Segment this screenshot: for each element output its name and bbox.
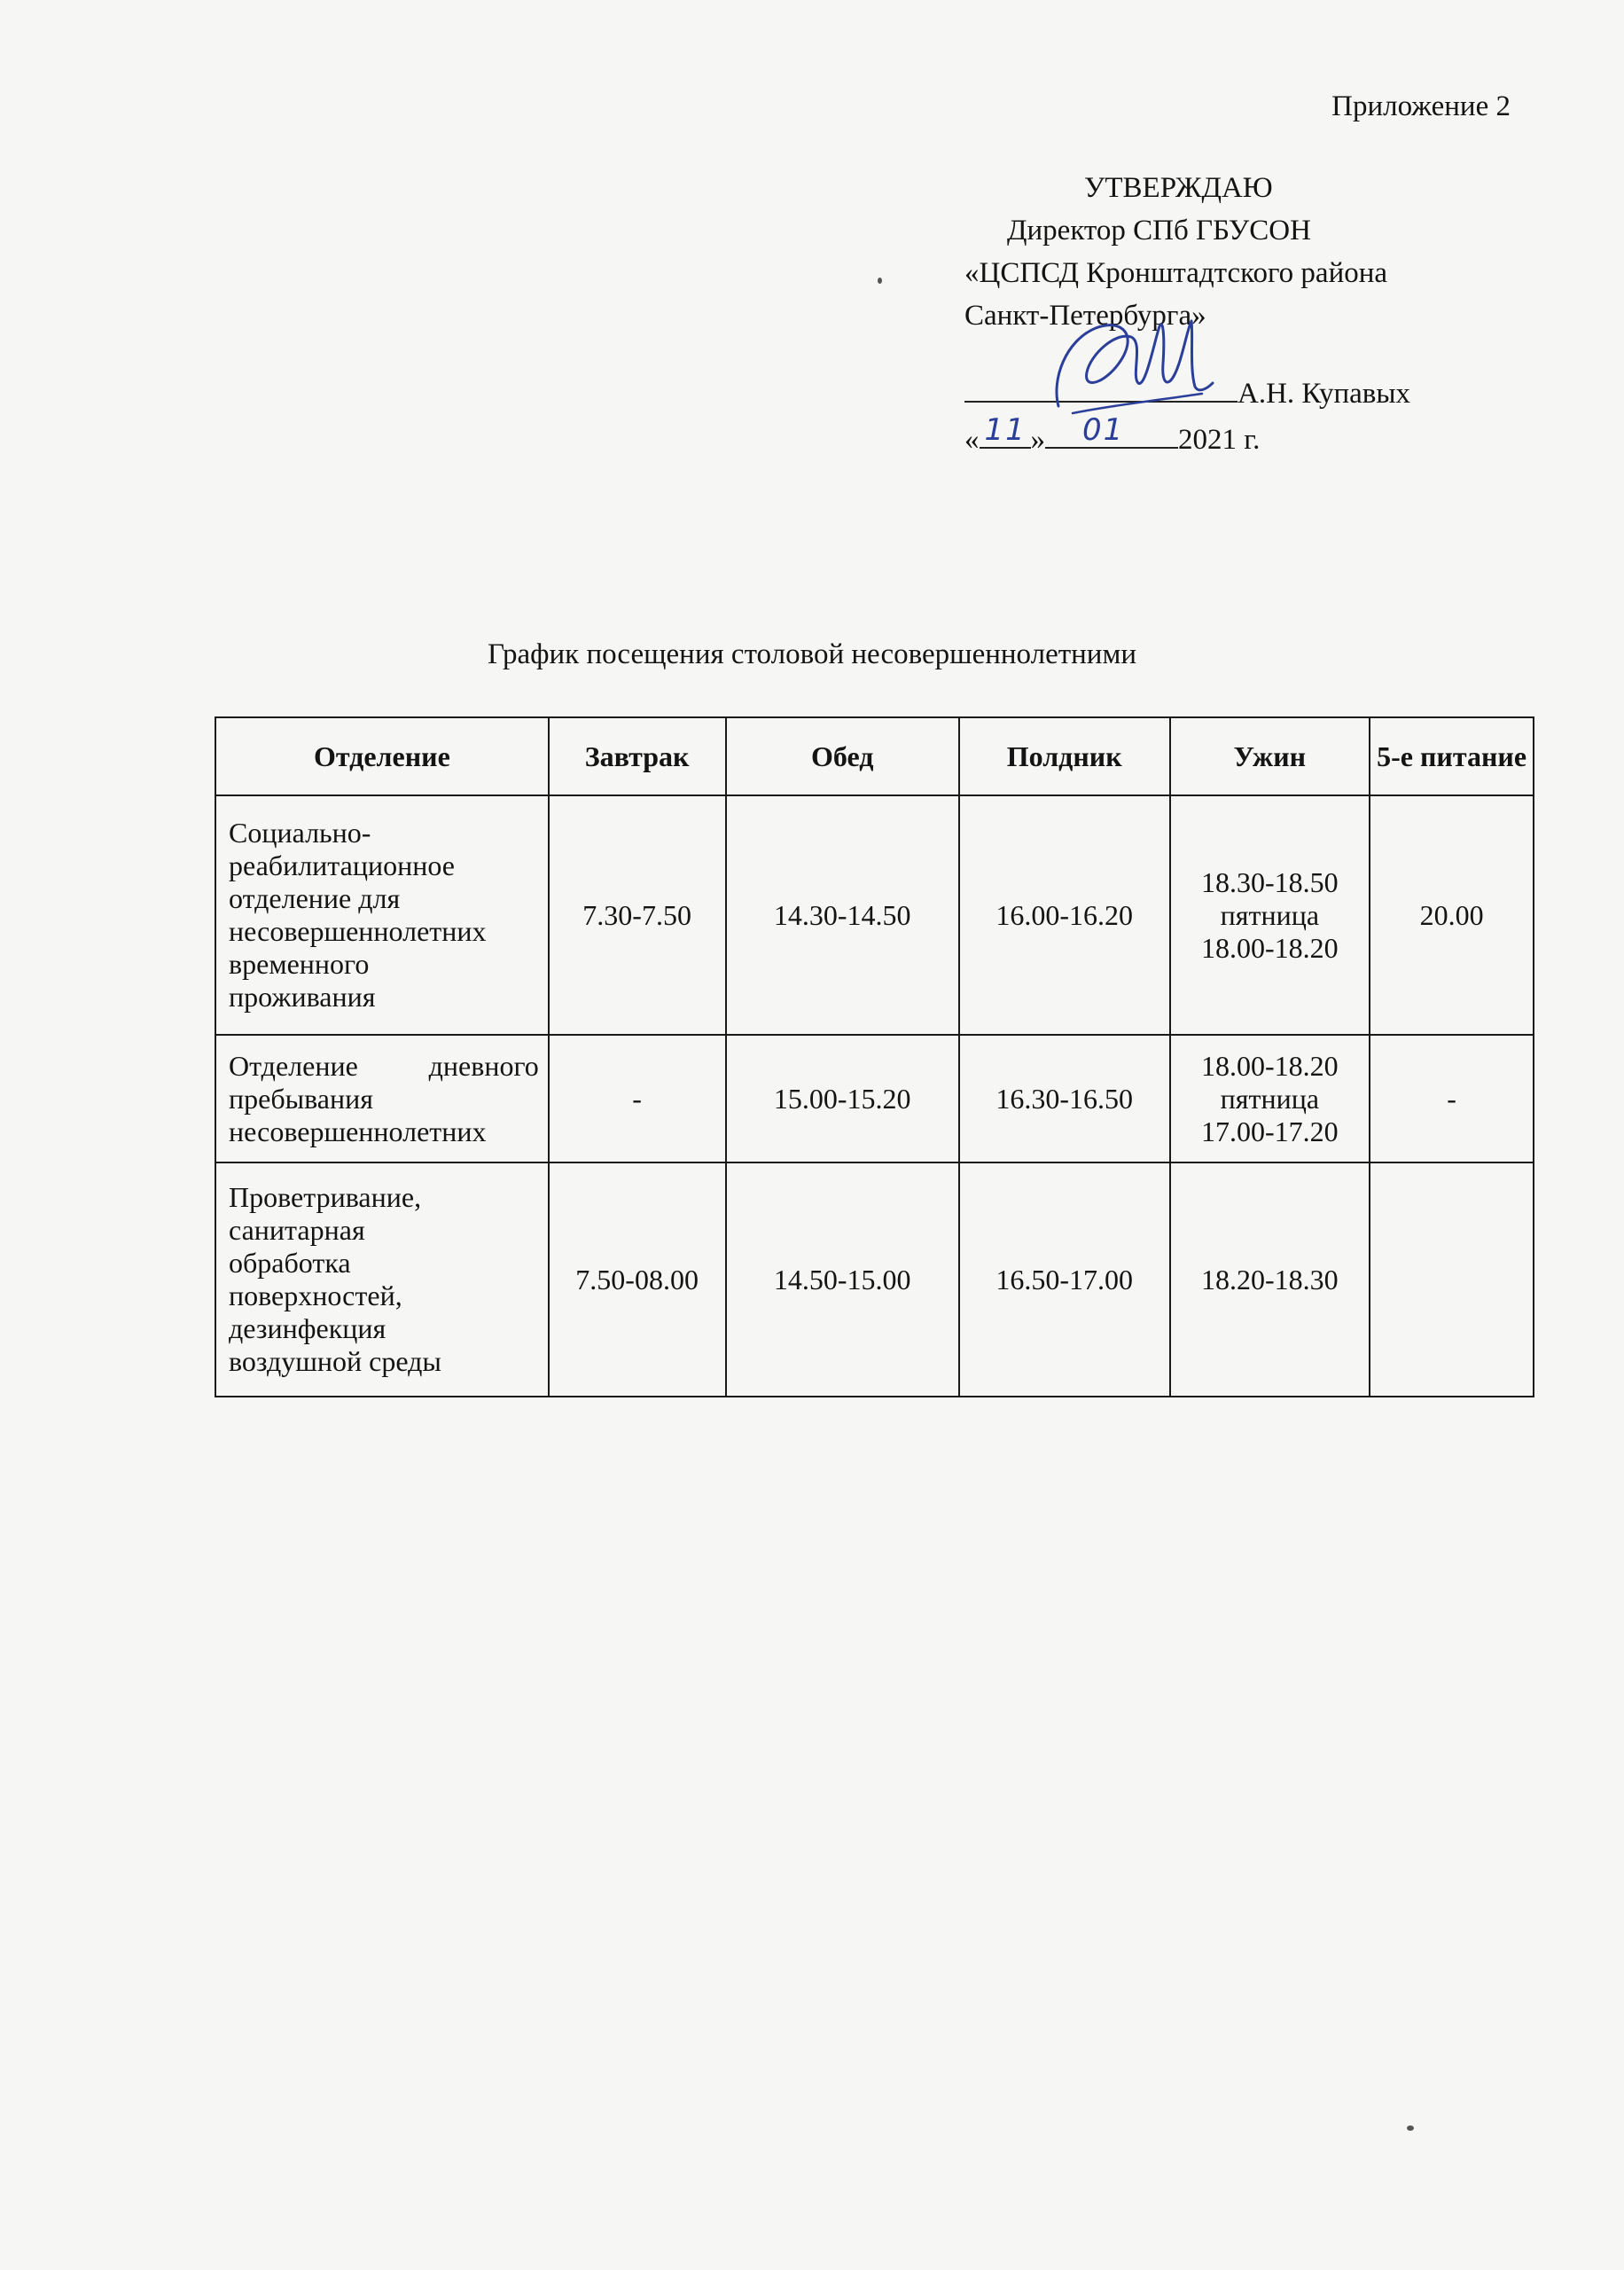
dinner-cell — [1170, 1162, 1370, 1397]
department-cell — [215, 1035, 549, 1162]
handwritten-signature-icon — [1046, 301, 1214, 434]
handwritten-day: 11 — [984, 412, 1027, 448]
dinner-line: 18.20-18.30 — [1201, 1263, 1339, 1295]
department-line: санитарная — [229, 1214, 365, 1246]
date-day-blank — [980, 412, 1031, 449]
table-row — [215, 795, 1534, 1035]
dinner-line: 17.00-17.20 — [1201, 1115, 1339, 1147]
fifth-meal-cell — [1370, 1162, 1534, 1397]
department-line: несовершеннолетних — [229, 1115, 487, 1147]
dinner-cell — [1170, 1035, 1370, 1162]
scan-speck — [1407, 2125, 1414, 2131]
dinner-line: пятница — [1220, 1082, 1320, 1115]
dinner-line: 18.00-18.20 — [1201, 1049, 1339, 1082]
document-title: График посещения столовой несовершеннолетними — [487, 638, 1137, 670]
department-line: поверхностей, — [229, 1280, 402, 1311]
column-header-fifth-meal: 5-е питание — [1370, 717, 1534, 795]
fifth-meal-cell: 20.00 — [1370, 795, 1534, 1035]
handwritten-month: 01 — [1082, 412, 1125, 448]
scan-speck — [878, 278, 882, 284]
fifth-meal-cell: - — [1370, 1035, 1534, 1162]
dinner-line: пятница — [1220, 898, 1320, 931]
department-cell — [215, 795, 549, 1035]
department-line: пребывания — [229, 1082, 373, 1115]
department-line: воздушной среды — [229, 1345, 441, 1377]
breakfast-cell: 7.30-7.50 — [549, 795, 726, 1035]
department-cell — [215, 1162, 549, 1397]
department-line: несовершеннолетних — [229, 915, 487, 947]
appendix-label: Приложение 2 — [1331, 90, 1511, 122]
department-line: Социально- — [229, 817, 371, 849]
snack-cell: 16.30-16.50 — [959, 1035, 1170, 1162]
department-line: проживания — [229, 981, 376, 1013]
column-header-lunch: Обед — [726, 717, 959, 795]
table-row — [215, 1162, 1534, 1397]
snack-cell: 16.50-17.00 — [959, 1162, 1170, 1397]
snack-cell: 16.00-16.20 — [959, 795, 1170, 1035]
column-header-snack: Полдник — [959, 717, 1170, 795]
breakfast-cell: 7.50-08.00 — [549, 1162, 726, 1397]
date-open-quote: « — [964, 424, 980, 456]
lunch-cell: 14.50-15.00 — [726, 1162, 959, 1397]
department-line: Проветривание, — [229, 1181, 422, 1213]
table-row — [215, 1035, 1534, 1162]
lunch-cell: 15.00-15.20 — [726, 1035, 959, 1162]
breakfast-cell: - — [549, 1035, 726, 1162]
column-header-department: Отделение — [215, 717, 549, 795]
department-line: Отделение дневного — [229, 1049, 539, 1082]
column-header-breakfast: Завтрак — [549, 717, 726, 795]
date-year: 2021 г. — [1178, 424, 1261, 456]
table-header-row — [215, 717, 1534, 795]
approval-heading: УТВЕРЖДАЮ — [1084, 172, 1273, 204]
dinner-cell — [1170, 795, 1370, 1035]
meal-schedule-table — [215, 716, 1534, 1397]
dinner-line: 18.00-18.20 — [1201, 931, 1339, 964]
date-close-quote: » — [1030, 424, 1045, 456]
lunch-cell: 14.30-14.50 — [726, 795, 959, 1035]
department-line: отделение для — [229, 882, 401, 914]
approval-position-line-1: Директор СПб ГБУСОН — [1007, 215, 1311, 247]
column-header-dinner: Ужин — [1170, 717, 1370, 795]
signatory-name: А.Н. Купавых — [1238, 378, 1411, 410]
department-line: дезинфекция — [229, 1312, 386, 1344]
department-line: обработка — [229, 1247, 351, 1279]
approval-position-line-3: Санкт-Петербурга» — [964, 300, 1206, 332]
dinner-line: 18.30-18.50 — [1201, 865, 1339, 898]
department-line: временного — [229, 948, 370, 980]
approval-position-line-2: «ЦСПСД Кронштадтского района — [964, 257, 1388, 289]
department-line: реабилитационное — [229, 849, 455, 881]
